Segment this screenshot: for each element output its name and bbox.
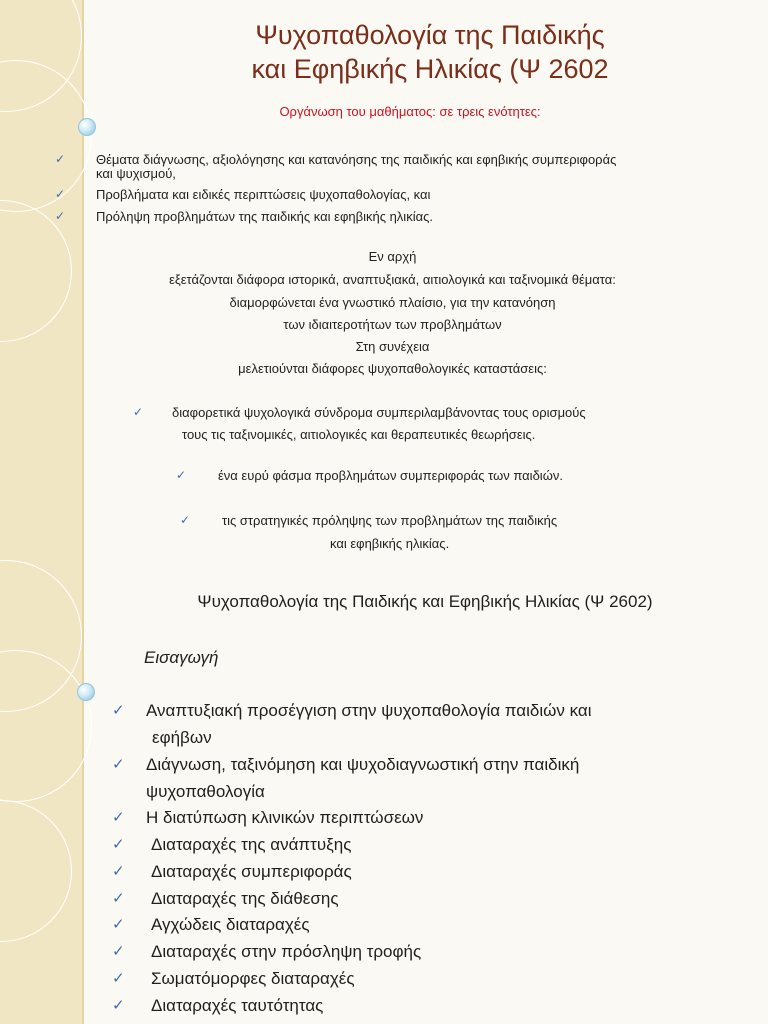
slide1-bullet-3: Πρόληψη προβλημάτων της παιδικής και εφηβικής ηλικίας. — [96, 209, 433, 224]
slide2-item: Διαταραχές ταυτότητας — [151, 996, 324, 1015]
slide1-body-line: των ιδιαιτεροτήτων των προβλημάτων — [283, 317, 502, 332]
slide1-body-line: Στη συνέχεια — [355, 339, 430, 354]
check-icon: ✓ — [112, 756, 125, 773]
check-icon: ✓ — [133, 405, 144, 419]
slide2-item: Διάγνωση, ταξινόμηση και ψυχοδιαγνωστική στην παιδική — [146, 755, 580, 774]
slide1-check-item-cont: και εφηβικής ηλικίας. — [330, 536, 450, 551]
slide1-check-item: τις στρατηγικές πρόληψης των προβλημάτων της παιδικής — [222, 513, 558, 528]
slide-2 — [0, 570, 768, 1024]
slide2-item: Διαταραχές της διάθεσης — [151, 889, 339, 908]
check-icon: ✓ — [55, 209, 66, 223]
slide1-check-item: διαφορετικά ψυχολογικά σύνδρομα συμπεριλαμβάνοντας τους ορισμούς — [172, 405, 586, 420]
slide1-body-line: εξετάζονται διάφορα ιστορικά, αναπτυξιακά, αιτιολογικά και ταξινομικά θέματα: — [169, 272, 616, 287]
slide2-item: Διαταραχές της ανάπτυξης — [151, 835, 352, 854]
check-icon: ✓ — [112, 970, 125, 987]
slide1-check-item: ένα ευρύ φάσμα προβλημάτων συμπεριφοράς των παιδιών. — [218, 468, 563, 483]
slide1-bullet-1: Θέματα διάγνωσης, αξιολόγησης και κατανόησης της παιδικής και εφηβικής συμπεριφοράς — [96, 152, 617, 167]
slide2-item: Η διατύπωση κλινικών περιπτώσεων — [146, 808, 424, 827]
slide1-bullet-1-cont: και ψυχισμού, — [96, 166, 176, 181]
slide2-intro-heading: Εισαγωγή — [144, 648, 219, 667]
slide1-title-line2: και Εφηβικής Ηλικίας (Ψ 2602 — [251, 54, 609, 84]
slide1-body-line: μελετιούνται διάφορες ψυχοπαθολογικές καταστάσεις: — [238, 361, 547, 376]
check-icon: ✓ — [55, 152, 66, 166]
slide1-subtitle: Οργάνωση του μαθήματος: σε τρεις ενότητες: — [279, 104, 541, 119]
check-icon: ✓ — [112, 916, 125, 933]
slide1-body-line: Εν αρχή — [368, 249, 417, 264]
slide1-bullet-2: Προβλήματα και ειδικές περιπτώσεις ψυχοπαθολογίας, και — [96, 187, 431, 202]
check-icon: ✓ — [112, 997, 125, 1014]
slide2-item: Αναπτυξιακή προσέγγιση στην ψυχοπαθολογία παιδιών και — [146, 701, 592, 720]
slide2-item-cont: ψυχοπαθολογία — [146, 782, 265, 801]
slide2-item-cont: εφήβων — [152, 728, 212, 747]
slide1-body-line: διαμορφώνεται ένα γνωστικό πλαίσιο, για την κατανόηση — [229, 295, 556, 310]
slide2-title: Ψυχοπαθολογία της Παιδικής και Εφηβικής Ηλικίας (Ψ 2602) — [197, 592, 653, 611]
slide2-item: Αγχώδεις διαταραχές — [151, 915, 310, 934]
slide1-title-line1: Ψυχοπαθολογία της Παιδικής — [255, 20, 605, 50]
check-icon: ✓ — [112, 863, 125, 880]
slide2-item: Σωματόμορφες διαταραχές — [151, 969, 355, 988]
check-icon: ✓ — [176, 468, 187, 482]
check-icon: ✓ — [112, 702, 125, 719]
check-icon: ✓ — [112, 943, 125, 960]
slide2-item: Διαταραχές συμπεριφοράς — [151, 862, 352, 881]
check-icon: ✓ — [112, 890, 125, 907]
check-icon: ✓ — [180, 513, 191, 527]
slide2-item: Διαταραχές στην πρόσληψη τροφής — [151, 942, 422, 961]
check-icon: ✓ — [55, 187, 66, 201]
slide1-check-item-cont: τους τις ταξινομικές, αιτιολογικές και θεραπευτικές θεωρήσεις. — [182, 427, 536, 442]
check-icon: ✓ — [112, 836, 125, 853]
check-icon: ✓ — [112, 809, 125, 826]
